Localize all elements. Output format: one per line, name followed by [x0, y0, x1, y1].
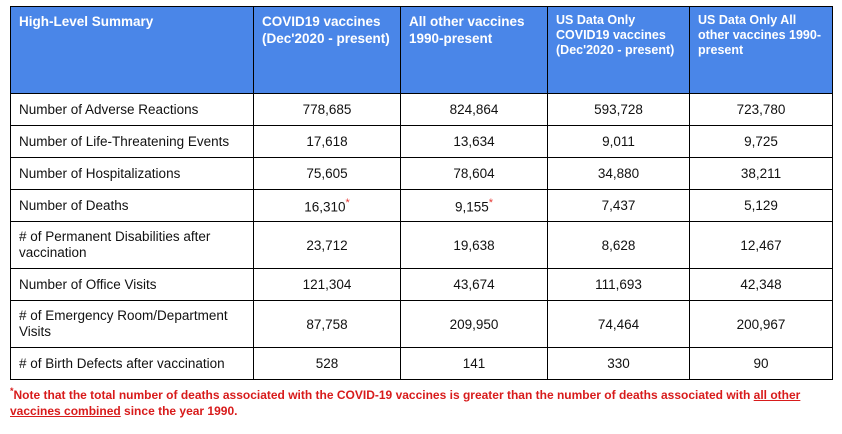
table-row: [11, 126, 833, 158]
table-row: [11, 190, 833, 222]
row-label: Number of Hospitalizations: [11, 158, 254, 190]
footnote-text-part2: since the year 1990.: [120, 404, 238, 418]
header-row: [11, 7, 833, 94]
cell-value: 824,864: [401, 94, 548, 126]
cell-value: 34,880: [548, 158, 690, 190]
cell-value: 121,304: [254, 269, 401, 301]
cell-value: 74,464: [548, 301, 690, 348]
cell-value: 23,712: [254, 222, 401, 269]
cell-value: 75,605: [254, 158, 401, 190]
header-us-covid19: US Data Only COVID19 vaccines (Dec'2020 - present): [548, 7, 690, 94]
cell-value: 141: [401, 348, 548, 380]
row-label: Number of Office Visits: [11, 269, 254, 301]
header-covid19: COVID19 vaccines (Dec'2020 - present): [254, 7, 401, 94]
footnote: [10, 383, 832, 419]
deaths-other-value: 9,155: [454, 199, 489, 215]
row-label: # of Permanent Disabilities after vaccination: [11, 222, 254, 269]
cell-value: 200,967: [690, 301, 833, 348]
cell-value: 9,011: [548, 126, 690, 158]
asterisk-marker: *: [345, 196, 350, 209]
header-summary: High-Level Summary: [11, 7, 254, 94]
cell-value: 723,780: [690, 94, 833, 126]
cell-value: 87,758: [254, 301, 401, 348]
header-us-other: US Data Only All other vaccines 1990-present: [690, 7, 833, 94]
summary-container: [10, 6, 832, 419]
cell-value: 38,211: [690, 158, 833, 190]
cell-value: [254, 190, 401, 222]
cell-value: 528: [254, 348, 401, 380]
cell-value: [401, 190, 548, 222]
cell-value: 209,950: [401, 301, 548, 348]
row-label: Number of Life-Threatening Events: [11, 126, 254, 158]
table-row: [11, 348, 833, 380]
table-row: [11, 158, 833, 190]
deaths-covid-value: 16,310: [304, 199, 346, 215]
cell-value: 593,728: [548, 94, 690, 126]
cell-value: 778,685: [254, 94, 401, 126]
row-label: # of Emergency Room/Department Visits: [11, 301, 254, 348]
cell-value: 7,437: [548, 190, 690, 222]
cell-value: 111,693: [548, 269, 690, 301]
row-label: Number of Deaths: [11, 190, 254, 222]
table-row: [11, 269, 833, 301]
row-label: # of Birth Defects after vaccination: [11, 348, 254, 380]
table-row: [11, 301, 833, 348]
footnote-underlined: all other vaccines combined: [10, 388, 801, 418]
cell-value: 5,129: [690, 190, 833, 222]
cell-value: 9,725: [690, 126, 833, 158]
table-row: [11, 222, 833, 269]
summary-table: [10, 6, 833, 380]
cell-value: 42,348: [690, 269, 833, 301]
asterisk-marker: *: [488, 196, 494, 209]
footnote-asterisk: *: [10, 386, 14, 396]
footnote-text-part1: Note that the total number of deaths associated with the COVID-19 vaccines is greater than the number of deaths associated with: [13, 388, 754, 402]
header-other-vaccines: All other vaccines 1990-present: [401, 7, 548, 94]
cell-value: 90: [690, 348, 833, 380]
cell-value: 78,604: [401, 158, 548, 190]
cell-value: 330: [548, 348, 690, 380]
cell-value: 17,618: [254, 126, 401, 158]
table-row: [11, 94, 833, 126]
row-label: Number of Adverse Reactions: [11, 94, 254, 126]
cell-value: 13,634: [401, 126, 548, 158]
cell-value: 8,628: [548, 222, 690, 269]
cell-value: 43,674: [401, 269, 548, 301]
cell-value: 12,467: [690, 222, 833, 269]
cell-value: 19,638: [401, 222, 548, 269]
